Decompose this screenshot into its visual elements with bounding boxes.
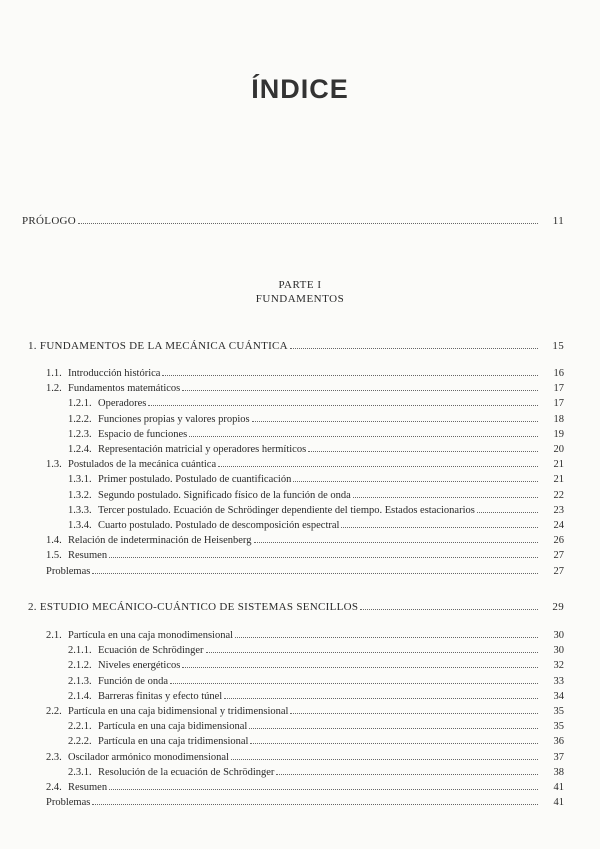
toc-entry-label: Ecuación de Schrödinger	[98, 645, 204, 657]
toc-entry-label: Relación de indeterminación de Heisenberg	[68, 535, 252, 547]
toc-entry-page: 21	[553, 459, 564, 471]
toc-entry[interactable]	[46, 563, 564, 579]
toc-entry-label: Operadores	[98, 398, 147, 410]
toc-entry-label: Segundo postulado. Significado físico de la función de onda	[98, 489, 351, 501]
toc-entry-page: 30	[553, 630, 564, 641]
toc-chapter-1[interactable]	[28, 338, 564, 353]
dot-leader	[477, 502, 538, 513]
toc-entry-label: Introducción histórica	[68, 368, 161, 379]
toc-entry-label: Tercer postulado. Ecuación de Schrödinger dependiente del tiempo. Estados estacionarios	[98, 504, 475, 516]
toc-entry-page: 17	[553, 398, 564, 410]
toc-entry[interactable]	[68, 733, 564, 749]
toc-entry-label: Cuarto postulado. Postulado de descomposición espectral	[98, 520, 340, 531]
toc-entry-page: 19	[553, 428, 564, 440]
dot-leader	[360, 599, 538, 610]
dot-leader	[341, 517, 538, 528]
toc-entry-page: 41	[553, 782, 564, 793]
toc-entry[interactable]	[68, 487, 564, 503]
dot-leader	[78, 213, 538, 224]
toc-entry-label: Representación matricial y operadores hermíticos	[98, 444, 307, 455]
toc-page: 15	[552, 340, 564, 352]
toc-entry-label: Resolución de la ecuación de Schrödinger	[98, 766, 275, 778]
toc-entry-page: 23	[553, 504, 564, 516]
toc-entry[interactable]	[68, 471, 564, 487]
toc-entry-number: 1.2.	[46, 383, 62, 395]
dot-leader	[235, 627, 538, 638]
toc-entry[interactable]	[68, 517, 564, 533]
dot-leader	[231, 749, 538, 760]
dot-leader	[170, 673, 538, 684]
toc-page: 29	[552, 601, 564, 613]
toc-entry-page: 21	[553, 474, 564, 486]
dot-leader	[182, 657, 538, 668]
toc-entry-number: 2.1.4.	[68, 690, 92, 702]
toc-entry-label: Niveles energéticos	[98, 660, 181, 672]
dot-leader	[250, 733, 538, 744]
toc-entry[interactable]	[68, 688, 564, 704]
dot-leader	[109, 547, 538, 558]
toc-entry-page: 20	[553, 444, 564, 455]
toc-entry-number: 2.2.	[46, 706, 62, 717]
toc-entry-number: 2.3.	[46, 751, 62, 763]
toc-entry-label: Funciones propias y valores propios	[98, 413, 250, 425]
toc-entry-page: 17	[553, 383, 564, 395]
toc-entry-label: Partícula en una caja monodimensional	[68, 630, 234, 641]
toc-entry-number: 1.4.	[46, 535, 62, 547]
toc-entry-number: 2.1.	[46, 630, 62, 641]
toc-entry-page: 35	[553, 721, 564, 733]
toc-entry-number: 2.2.2.	[68, 736, 92, 748]
toc-entry-label: Espacio de funciones	[98, 428, 188, 440]
toc-entry[interactable]	[68, 642, 564, 658]
toc-entry-number: 2.4.	[46, 782, 62, 793]
toc-entry[interactable]	[68, 441, 564, 457]
toc-entry[interactable]	[46, 779, 564, 795]
toc-entry-number: 1.1.	[46, 368, 62, 379]
dot-leader	[293, 471, 538, 482]
toc-entry-number: 1.3.1.	[68, 474, 92, 486]
toc-entry-number: 2.1.3.	[68, 675, 92, 687]
toc-entry-page: 38	[553, 766, 564, 778]
toc-entry-page: 41	[553, 797, 564, 809]
dot-leader	[290, 338, 538, 349]
toc-entry-page: 34	[553, 690, 564, 702]
dot-leader	[308, 441, 538, 452]
dot-leader	[109, 779, 538, 790]
toc-entry-page: 16	[553, 368, 564, 379]
toc-entry-page: 18	[553, 413, 564, 425]
toc-entry[interactable]	[46, 456, 564, 472]
toc-entry[interactable]	[68, 657, 564, 673]
dot-leader	[353, 487, 538, 498]
dot-leader	[252, 411, 538, 422]
toc-entry-page: 35	[553, 706, 564, 717]
toc-chapter-2[interactable]	[28, 599, 564, 614]
toc-entry-label: Problemas	[46, 797, 91, 809]
toc-entry-number: 2.1.1.	[68, 645, 92, 657]
dot-leader	[249, 718, 538, 729]
toc-page: 11	[552, 215, 564, 227]
toc-entry-number: 1.2.1.	[68, 398, 92, 410]
toc-entry-number: 1.5.	[46, 550, 62, 562]
toc-entry-page: 30	[553, 645, 564, 657]
toc-entry[interactable]	[68, 673, 564, 689]
toc-entry-page: 33	[553, 675, 564, 687]
toc-label: 1. FUNDAMENTOS DE LA MECÁNICA CUÁNTICA	[28, 340, 288, 352]
toc-entry[interactable]	[46, 627, 564, 643]
dot-leader	[92, 794, 538, 805]
dot-leader	[254, 532, 539, 543]
toc-entry[interactable]	[46, 703, 564, 719]
dot-leader	[276, 764, 538, 775]
toc-entry[interactable]	[46, 532, 564, 548]
toc-entry-label: Primer postulado. Postulado de cuantificación	[98, 474, 292, 486]
dot-leader	[206, 642, 538, 653]
dot-leader	[92, 563, 538, 574]
toc-entry[interactable]	[68, 426, 564, 442]
toc-entry[interactable]	[68, 502, 564, 518]
toc-entry-number: 1.3.3.	[68, 504, 92, 516]
toc-entry-label: Partícula en una caja tridimensional	[98, 736, 249, 748]
toc-entry-page: 27	[553, 550, 564, 562]
toc-entry-number: 1.3.2.	[68, 489, 92, 501]
toc-entry[interactable]	[68, 395, 564, 411]
dot-leader	[189, 426, 538, 437]
dot-leader	[148, 395, 538, 406]
toc-entry-number: 1.2.3.	[68, 428, 92, 440]
page-title: ÍNDICE	[251, 74, 349, 104]
toc-entry-label: Oscilador armónico monodimensional	[68, 751, 229, 763]
dot-leader	[224, 688, 538, 699]
toc-entry-page: 32	[553, 660, 564, 672]
toc-entry[interactable]	[46, 380, 564, 396]
toc-entry-page: 26	[553, 535, 564, 547]
toc-entry[interactable]	[68, 411, 564, 427]
part-number: PARTE I	[278, 279, 322, 291]
dot-leader	[182, 380, 538, 391]
toc-entry-number: 1.2.2.	[68, 413, 92, 425]
dot-leader	[162, 365, 538, 376]
toc-label: 2. ESTUDIO MECÁNICO-CUÁNTICO DE SISTEMAS SENCILLOS	[28, 601, 359, 613]
toc-entry[interactable]	[46, 365, 564, 381]
part-title: FUNDAMENTOS	[255, 293, 345, 305]
toc-entry-label: Barreras finitas y efecto túnel	[98, 690, 223, 702]
toc-entry[interactable]	[68, 764, 564, 780]
toc-entry-label: Partícula en una caja bidimensional	[98, 721, 248, 733]
toc-entry-label: Resumen	[68, 550, 108, 562]
toc-entry-number: 1.3.4.	[68, 520, 92, 531]
toc-entry-number: 2.2.1.	[68, 721, 92, 733]
toc-label: PRÓLOGO	[22, 215, 77, 227]
dot-leader	[218, 456, 538, 467]
toc-entry-label: Función de onda	[98, 675, 168, 687]
toc-entry-number: 1.3.	[46, 459, 62, 471]
toc-entry-label: Partícula en una caja bidimensional y tridimensional	[68, 706, 289, 717]
toc-entry-number: 2.1.2.	[68, 660, 92, 672]
toc-entry-number: 2.3.1.	[68, 766, 92, 778]
toc-entry-page: 37	[553, 751, 564, 763]
toc-entry[interactable]	[46, 547, 564, 563]
toc-entry-page: 24	[553, 520, 564, 531]
toc-entry-number: 1.2.4.	[68, 444, 92, 455]
toc-entry-label: Problemas	[46, 565, 91, 577]
toc-entry[interactable]	[68, 718, 564, 734]
toc-entry-label: Resumen	[68, 782, 108, 793]
toc-entry-label: Fundamentos matemáticos	[68, 383, 181, 395]
toc-entry-page: 27	[553, 565, 564, 577]
toc-entry[interactable]	[46, 749, 564, 765]
toc-entry-label: Postulados de la mecánica cuántica	[68, 459, 217, 471]
toc-entry-page: 22	[553, 489, 564, 501]
toc-entry[interactable]	[46, 794, 564, 810]
toc-entry-page: 36	[553, 736, 564, 748]
toc-entry-prologo[interactable]	[22, 213, 564, 228]
dot-leader	[290, 703, 538, 714]
